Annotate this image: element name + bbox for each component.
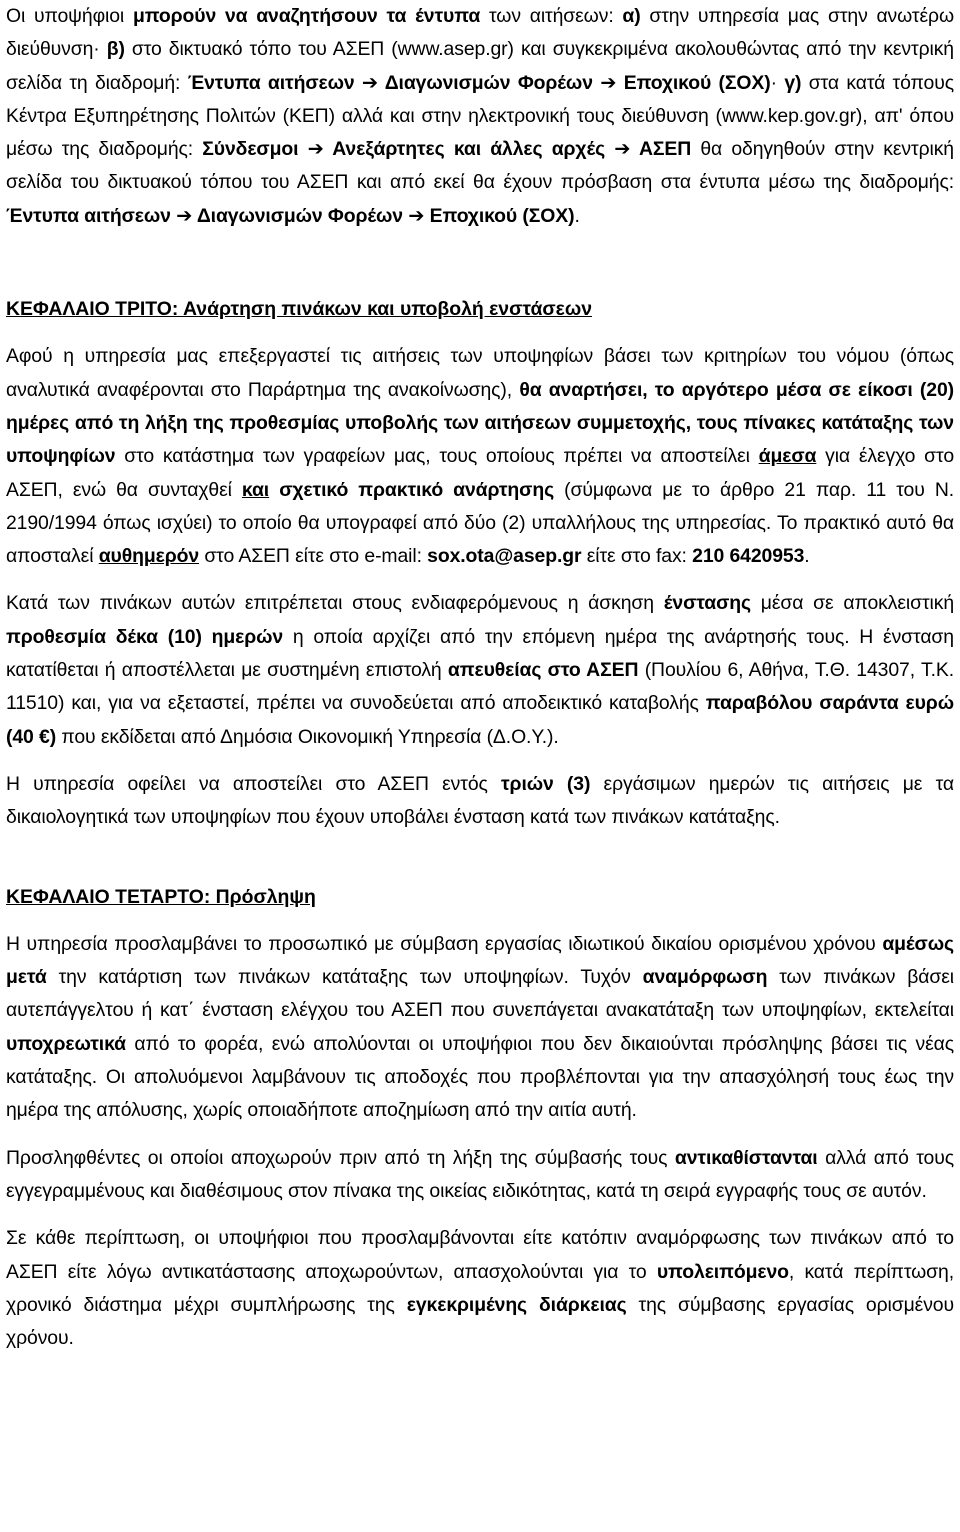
text-bold-underline: άμεσα <box>758 445 817 468</box>
paragraph-forwarding <box>6 768 954 835</box>
text-bold: ένστασης <box>663 592 751 615</box>
paragraph-remaining-duration <box>6 1222 954 1355</box>
fax-number: 210 6420953 <box>692 545 805 568</box>
text: αλλά από τους εγγεγραμμένους και διαθέσιμους στον πίνακα της οικείας ειδικότητας, κατά τη σειρά εγγραφής τους σε αυτόν. <box>6 1146 954 1202</box>
text-bold: Έντυπα αιτήσεων ➔ Διαγωνισμών Φορέων ➔ Εποχικού (ΣΟΧ) <box>187 71 771 94</box>
text-bold: τριών (3) <box>501 772 591 795</box>
email-address: sox.ota@asep.gr <box>427 545 582 568</box>
text: , κατά περίπτωση, χρονικό διάστημα μέχρι συμπλήρωσης της <box>6 1260 954 1316</box>
text: από το φορέα, ενώ απολύονται οι υποψήφιοι που δεν δικαιούνται πρόσληψης βάσει τις νέας κατάταξης. Οι απολυόμενοι λαμβάνουν τις αποδοχές που προβλέπονται για την απασχόλησή τους έως την ημέρα της απόλυσης, χωρίς οποιαδήποτε αποζημίωση από την αιτία αυτή. <box>6 1032 954 1122</box>
text-bold: αναμόρφωση <box>642 966 768 989</box>
chapter-4-heading: ΚΕΦΑΛΑΙΟ ΤΕΤΑΡΤΟ: Πρόσληψη <box>6 885 316 908</box>
text: Οι υποψήφιοι <box>6 5 133 27</box>
paragraph-posting-tables <box>6 340 954 573</box>
text: της σύμβασης εργασίας ορισμένου χρόνου. <box>6 1293 954 1350</box>
text-bold: α) <box>622 5 641 27</box>
text: η οποία αρχίζει από την επόμενη ημέρα της ανάρτησής τους. Η ένσταση κατατίθεται ή αποστέλλεται με συστημένη επιστολή <box>6 625 954 682</box>
text-bold: θα αναρτήσει, το αργότερο μέσα σε είκοσι (20) ημέρες από τη λήξη της προθεσμίας υποβολής των αιτήσεων συμμετοχής, τους πίνακες κατάταξης των υποψηφίων <box>6 378 954 468</box>
text-bold: αμέσως μετά <box>6 932 954 989</box>
text-bold: υπολειπόμενο <box>656 1260 789 1283</box>
text <box>269 479 279 501</box>
text-bold: παραβόλου σαράντα ευρώ (40 €) <box>6 692 954 748</box>
text: (Πουλίου 6, Αθήνα, Τ.Θ. 14307, Τ.Κ. 11510) και, για να εξεταστεί, πρέπει να συνοδεύεται από αποδεικτικό καταβολής <box>6 659 954 715</box>
text: των αιτήσεων: <box>480 5 623 27</box>
text: Αφού η υπηρεσία μας επεξεργαστεί τις αιτήσεις των υποψηφίων βάσει των κριτηρίων του νόμου (όπως αναλυτικά αναφέρονται στο Παράρτημα της ανακοίνωσης), <box>6 345 954 401</box>
text: Η υπηρεσία οφείλει να αποστείλει στο ΑΣΕΠ εντός <box>6 772 501 795</box>
paragraph-application-forms <box>6 0 954 233</box>
text-bold: αντικαθίστανται <box>674 1146 818 1169</box>
text: στο δικτυακό τόπο του ΑΣΕΠ (www.asep.gr) και συγκεκριμένα ακολουθώντας από την κεντρική σελίδα τη διαδρομή: <box>6 38 954 94</box>
text-bold: γ) <box>784 71 802 94</box>
document-page <box>6 0 954 1355</box>
text: στο ΑΣΕΠ είτε στο e-mail: <box>199 545 428 568</box>
text-bold: β) <box>106 38 125 61</box>
text: θα οδηγηθούν στην κεντρική σελίδα του δικτυακού τόπου του ΑΣΕΠ και από εκεί θα έχουν πρόσβαση στα έντυπα μέσω της διαδρομής: <box>6 138 954 194</box>
text-bold: Σύνδεσμοι ➔ Ανεξάρτητες και άλλες αρχές ➔ ΑΣΕΠ <box>202 138 692 161</box>
text: Η υπηρεσία προσλαμβάνει το προσωπικό με σύμβαση εργασίας ιδιωτικού δικαίου ορισμένου χρόνου <box>6 932 883 955</box>
text: την κατάρτιση των πινάκων κατάταξης των υποψηφίων. Τυχόν <box>46 966 643 989</box>
text-bold: εγκεκριμένης διάρκειας <box>406 1293 627 1316</box>
text-bold: μπορούν να αναζητήσουν τα έντυπα <box>132 5 481 27</box>
paragraph-replacement <box>6 1142 954 1209</box>
paragraph-objection <box>6 587 954 753</box>
text: μέσα σε αποκλειστική <box>751 592 955 615</box>
paragraph-hiring <box>6 928 954 1128</box>
text-bold-underline: και <box>241 478 270 501</box>
text-bold: υποχρεωτικά <box>6 1032 126 1055</box>
text: (σύμφωνα με το άρθρο 21 παρ. 11 του Ν. 2190/1994 όπως ισχύει) το οποίο θα υπογραφεί από δύο (2) υπαλλήλους της υπηρεσίας. Το πρακτικό αυτό θα αποσταλεί <box>6 478 955 568</box>
text: για έλεγχο στο ΑΣΕΠ, ενώ θα συνταχθεί <box>6 445 955 501</box>
text-bold: Έντυπα αιτήσεων ➔ Διαγωνισμών Φορέων ➔ Εποχικού (ΣΟΧ) <box>6 204 575 227</box>
chapter-3-heading: ΚΕΦΑΛΑΙΟ ΤΡΙΤΟ: Ανάρτηση πινάκων και υποβολή ενστάσεων <box>6 298 593 321</box>
text: στην υπηρεσία μας στην ανωτέρω διεύθυνση· <box>6 5 954 61</box>
text: των πινάκων βάσει αυτεπάγγελτου ή κατ΄ ένσταση ελέγχου του ΑΣΕΠ που συνεπάγεται ανακατάταξη των υποψηφίων, εκτελείται <box>6 966 954 1022</box>
text: εργάσιμων ημερών τις αιτήσεις με τα δικαιολογητικά των υποψηφίων που έχουν υποβάλει ένσταση κατά των πινάκων κατάταξης. <box>6 772 954 829</box>
text-bold: προθεσμία δέκα (10) ημερών <box>6 625 284 648</box>
text: Σε κάθε περίπτωση, οι υποψήφιοι που προσλαμβάνονται είτε κατόπιν αναμόρφωσης των πινάκων από το ΑΣΕΠ είτε λόγω αντικατάστασης αποχωρούντων, απασχολούνται για το <box>6 1227 954 1283</box>
text: . <box>574 204 580 227</box>
text-bold-underline: αυθημερόν <box>98 545 200 568</box>
text: Κατά των πινάκων αυτών επιτρέπεται στους ενδιαφερόμενους η άσκηση <box>6 592 664 615</box>
text-bold: απευθείας στο ΑΣΕΠ <box>447 659 639 682</box>
text-bold: σχετικό πρακτικό ανάρτησης <box>279 478 555 501</box>
text: στο κατάστημα των γραφείων μας, τους οποίους πρέπει να αποστείλει <box>115 445 759 468</box>
text: . <box>804 545 810 568</box>
text: είτε στο fax: <box>581 545 693 568</box>
text: που εκδίδεται από Δημόσια Οικονομική Υπηρεσία (Δ.Ο.Υ.). <box>56 725 559 748</box>
text: · <box>770 71 785 94</box>
text: Προσληφθέντες οι οποίοι αποχωρούν πριν από τη λήξη της σύμβασής τους <box>6 1146 675 1169</box>
text: στα κατά τόπους Κέντρα Εξυπηρέτησης Πολιτών (ΚΕΠ) αλλά και στην ηλεκτρονική τους διεύθυνση (www.kep.gov.gr), απ' όπου μέσω της διαδρομής: <box>6 71 954 161</box>
